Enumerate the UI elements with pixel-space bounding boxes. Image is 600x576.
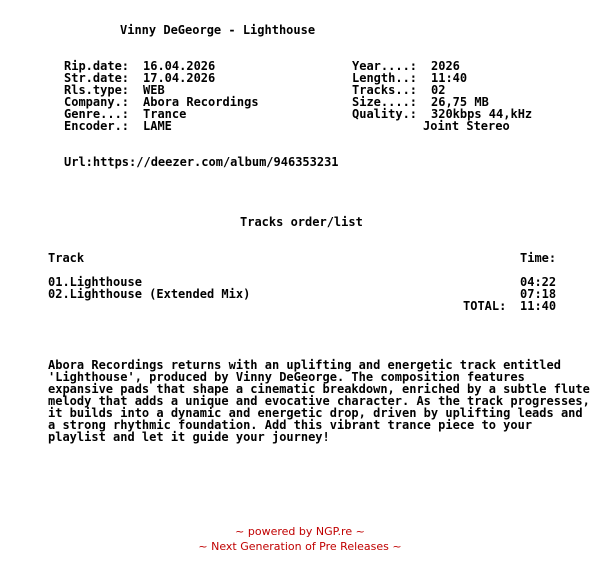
tracks-section-title: Tracks order/list: [240, 215, 363, 229]
size-value: 26,75 MB: [431, 95, 489, 109]
str-date-value: 17.04.2026: [143, 71, 216, 85]
track-time: 07:18: [520, 287, 557, 301]
time-column-header: Time:: [520, 251, 557, 265]
rip-date-label: Rip.date:: [64, 59, 130, 73]
genre-value: Trance: [143, 107, 187, 121]
total-label: TOTAL:: [463, 299, 507, 313]
company-label: Company.:: [64, 95, 130, 109]
size-label: Size....:: [352, 95, 418, 109]
company-value: Abora Recordings: [143, 95, 259, 109]
year-value: 2026: [431, 59, 460, 73]
release-description: Abora Recordings returns with an uplifting and energetic track entitled 'Lighthouse', produced by Vinny DeGeorge. The composition features expansive pads that shape a cinematic breakdown, enriched by a subtle flute melody that adds a unique and evocative character. As the track progresses, it builds into a dynamic and energetic drop, driven by uplifting leads and a strong rhythmic foundation. Add this vibrant trance piece to your playlist and let it guide your journey!: [48, 358, 590, 444]
track-name: 02.Lighthouse (Extended Mix): [48, 287, 251, 301]
tracks-label: Tracks..:: [352, 83, 418, 97]
stereo-value: Joint Stereo: [423, 119, 510, 133]
track-name: 01.Lighthouse: [48, 275, 142, 289]
quality-value: 320kbps 44,kHz: [431, 107, 533, 121]
footer-powered-by: ~ powered by NGP.re ~: [235, 525, 365, 538]
encoder-label: Encoder.:: [64, 119, 130, 133]
footer-tagline: ~ Next Generation of Pre Releases ~: [198, 540, 402, 553]
page-title: Vinny DeGeorge - Lighthouse: [120, 23, 316, 37]
quality-label: Quality.:: [352, 107, 418, 121]
str-date-label: Str.date:: [64, 71, 130, 85]
rip-date-value: 16.04.2026: [143, 59, 216, 73]
year-label: Year....:: [352, 59, 418, 73]
rls-type-label: Rls.type:: [64, 83, 130, 97]
track-column-header: Track: [48, 251, 85, 265]
tracks-value: 02: [431, 83, 446, 97]
total-time: 11:40: [520, 299, 557, 313]
encoder-value: LAME: [143, 119, 172, 133]
album-url: Url:https://deezer.com/album/946353231: [64, 155, 339, 169]
track-time: 04:22: [520, 275, 557, 289]
length-label: Length..:: [352, 71, 418, 85]
genre-label: Genre...:: [64, 107, 130, 121]
rls-type-value: WEB: [143, 83, 165, 97]
length-value: 11:40: [431, 71, 468, 85]
